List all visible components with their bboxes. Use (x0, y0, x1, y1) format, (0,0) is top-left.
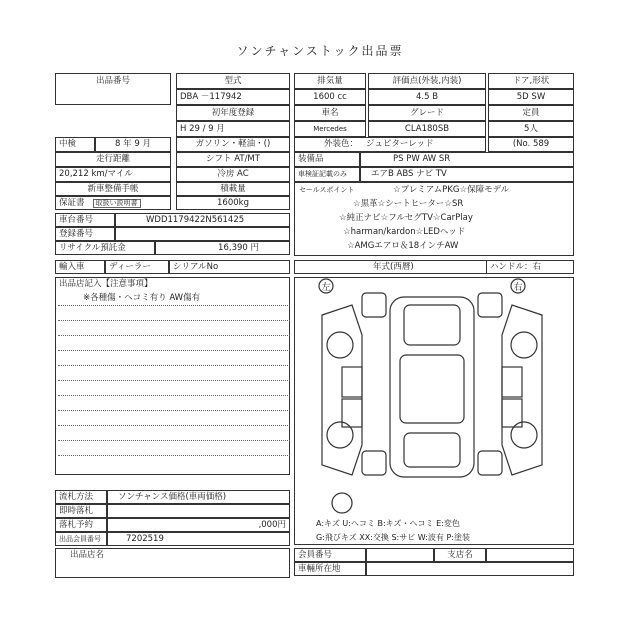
car-rear (362, 451, 386, 475)
color-number: (No. 589 (488, 137, 574, 152)
haikiryo-label: 排気量 (294, 73, 366, 89)
yunyu-dealer: ディーラー (105, 260, 169, 274)
car-rear (478, 451, 502, 475)
chuko-label: 中検 (55, 137, 95, 152)
shift-label: シフト AT/MT (176, 152, 290, 167)
wheel-icon (327, 422, 353, 448)
dotted-line (58, 425, 290, 426)
rakusatsu-value: ソンチャンス価格(車両価格) (107, 490, 290, 504)
sales-line-4: ☆harman/kardon☆LEDヘッド (343, 226, 466, 237)
dotted-line (58, 380, 290, 381)
dotted-line (58, 320, 290, 321)
haikiryo-value: 1600 cc (294, 89, 366, 105)
sales-line-1: ☆プレミアムPKG☆保障モデル (393, 184, 510, 195)
car-front (478, 293, 502, 317)
teiin-label: 定員 (488, 105, 574, 121)
kaiin-value: 7202519 (107, 532, 290, 546)
toroku-label: 登録番号 (55, 227, 115, 241)
notes-label: 出品店記入【注意事項】 (59, 279, 153, 289)
nenshiki-label: 年式(西暦) (373, 261, 414, 272)
soubi-label: 装備品 (294, 152, 360, 167)
dotted-line (58, 410, 290, 411)
sokuji-value (107, 504, 290, 518)
door-right-front (502, 367, 522, 397)
hyoka-label: 評価点(外装,内装) (368, 73, 486, 89)
sokuji-label: 即時落札 (55, 504, 107, 518)
door-left-front (342, 367, 362, 397)
dotted-line (58, 395, 290, 396)
sales-line-2: ☆黒革☆シートヒーター☆SR (353, 198, 464, 209)
kaiin-no-value (366, 548, 434, 562)
gaiso-value: ジュピターレッド (366, 139, 434, 150)
yoyaku-value: ,000円 (107, 518, 290, 532)
right-mark: 右 (513, 283, 523, 293)
document-title: ソンチャンストック出品票 (236, 44, 404, 58)
rakusatsu-label: 流札方法 (55, 490, 107, 504)
shamei-label: 車名 (294, 105, 366, 121)
sales-label: セールスポイント (299, 185, 355, 194)
wheel-icon (511, 332, 537, 358)
wheel-icon (511, 422, 537, 448)
kaiin-no-label: 会員番号 (294, 548, 366, 562)
location-value (366, 562, 574, 576)
shinsha-label: 新車整備手帳 (55, 182, 171, 196)
shadai-label: 車台番号 (55, 213, 115, 227)
spare-tire (332, 493, 352, 513)
soko-label: 走行距離 (55, 152, 171, 167)
sekisai-value: 1600kg (176, 196, 290, 210)
location-label: 車輛所在地 (294, 562, 366, 576)
notes-box (55, 277, 290, 475)
soubi-bottom: エアB ABS ナビ TV (360, 167, 574, 182)
hosho-note: 取扱い説明書 (93, 199, 141, 208)
soko-value: 20,212 km/マイル (55, 167, 171, 182)
door-label: ドア,形状 (488, 73, 574, 89)
grade-label: グレード (368, 105, 486, 121)
car-front (362, 293, 386, 317)
grade-value: CLA180SB (368, 121, 486, 137)
yoyaku-label: 落札予約 (55, 518, 107, 532)
notes-line-1: ※各種傷・ヘコミ有り AW傷有 (83, 292, 201, 303)
branch-label: 支店名 (434, 548, 486, 562)
shodo-label: 初年度登録 (176, 105, 290, 121)
car-trunk (404, 433, 460, 467)
soubi-note: 車検証記載のみ (294, 167, 360, 182)
soubi-top: PS PW AW SR (360, 152, 574, 167)
car-roof (400, 355, 464, 423)
shamei-value: Mercedes (294, 121, 366, 137)
recycle-label: リサイクル預託金 (55, 241, 155, 255)
gaiso-label: 外装色： (324, 139, 359, 150)
dotted-line (58, 305, 290, 306)
toroku-value (115, 227, 290, 241)
teiin-value: 5人 (488, 121, 574, 137)
gaiso-field (294, 137, 486, 152)
dotted-line (58, 455, 290, 456)
yunyu-serial: シリアルNo (169, 260, 290, 274)
store-label: 出品店名 (55, 548, 290, 578)
dotted-line (58, 350, 290, 351)
shuppin-label: 出品番号 (55, 73, 171, 105)
hyoka-value: 4.5 B (368, 89, 486, 105)
shadai-value: WDD1179422N561425 (115, 213, 290, 227)
yunyu-label: 輸入車 (55, 260, 105, 274)
katashiki-label: 型式 (176, 73, 290, 89)
chuko-value: 8 年 9 月 (95, 137, 171, 152)
sales-line-5: ☆AMGエアロ＆18インチAW (347, 240, 459, 251)
wheel-icon (327, 332, 353, 358)
dotted-line (58, 365, 290, 366)
hosho-label: 保証書 (59, 197, 85, 208)
kaiin-label: 出品会員番号 (55, 532, 107, 546)
legend-line-2: G:飛びキズ XX:交換 S:サビ W:波有 P:塗装 (316, 533, 470, 542)
sales-line-3: ☆純正ナビ☆フルセグTV☆CarPlay (339, 212, 473, 223)
handle-label: ハンドル：右 (486, 260, 574, 274)
car-hood (404, 305, 460, 345)
car-top-body (390, 297, 474, 477)
legend-line-1: A:キズ U:ヘコミ B:キズ・ヘコミ E:変色 (316, 519, 460, 528)
fuel-value: ガソリン・軽油・() (176, 137, 290, 152)
katashiki-value: DBA －117942 (176, 89, 290, 105)
shift-value: 冷房 AC (176, 167, 290, 182)
door-value: 5D SW (488, 89, 574, 105)
dotted-line (58, 335, 290, 336)
shodo-value: H 29 / 9 月 (176, 121, 290, 137)
dotted-line (58, 440, 290, 441)
car-diagram (292, 275, 572, 515)
recycle-value: 16,390 円 (155, 241, 290, 255)
left-mark: 左 (321, 283, 331, 293)
branch-value (486, 548, 574, 562)
sekisai-label: 積載量 (176, 182, 290, 196)
hosho-field (55, 196, 171, 210)
